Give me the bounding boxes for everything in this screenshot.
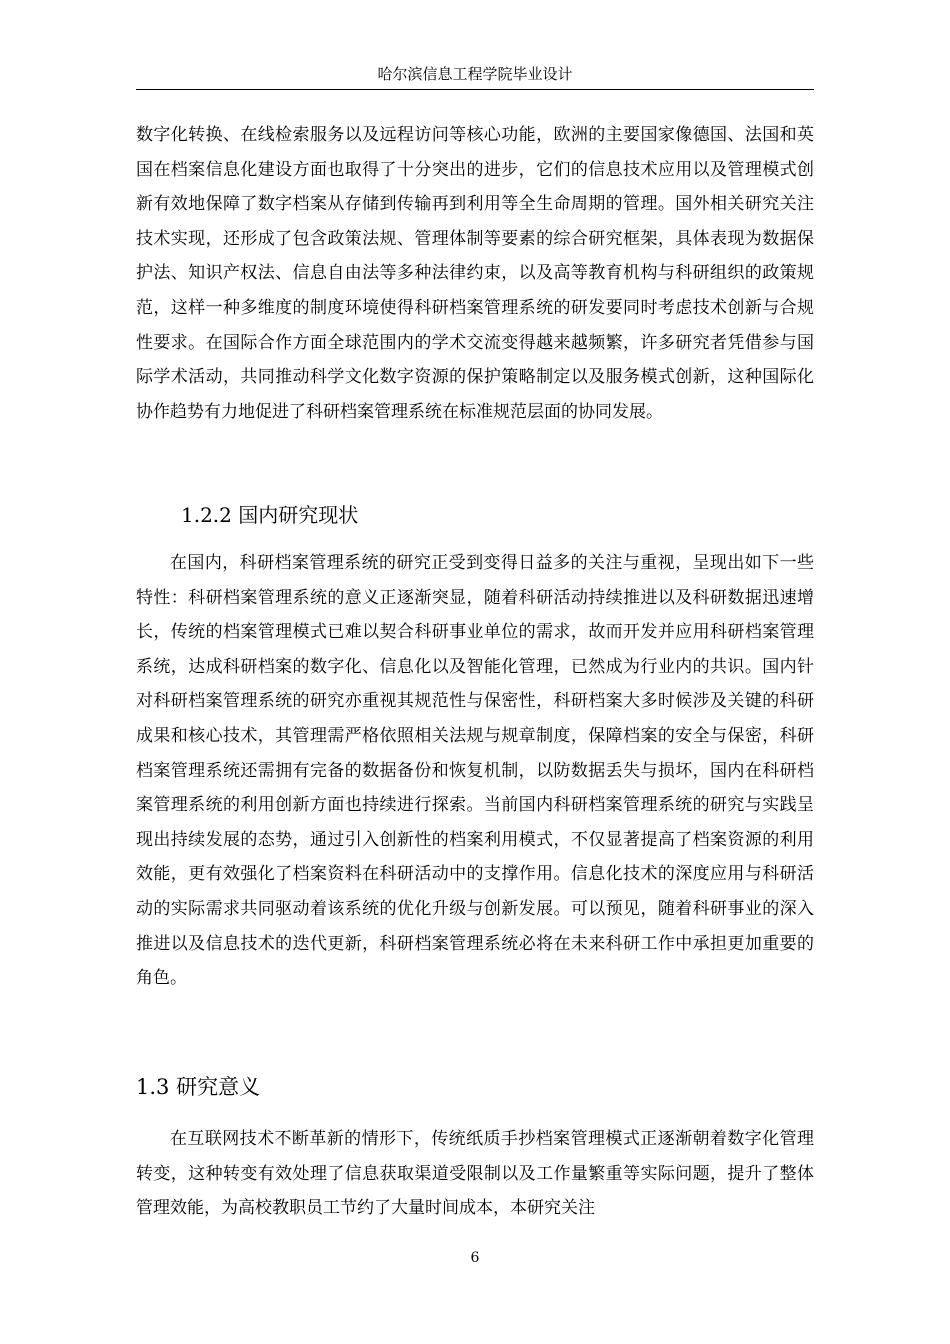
significance-paragraph: 在互联网技术不断革新的情形下，传统纸质手抄档案管理模式正逐渐朝着数字化管理转变，这种转变有效处理了信息获取渠道受限制以及工作量繁重等实际问题，提升了整体管理效能，为高校教职员工节约了大量时间成本，本研究关注 — [136, 1129, 814, 1219]
section-heading-1-2-2: 1.2.2 国内研究现状 — [181, 503, 359, 527]
page-number: 6 — [470, 1250, 480, 1266]
domestic-research-paragraph: 在国内，科研档案管理系统的研究正受到变得日益多的关注与重视，呈现出如下一些特性：科研档案管理系统的意义正逐渐突显，随着科研活动持续推进以及科研数据迅速增长，传统的档案管理模式已难以契合科研事业单位的需求，故而开发并应用科研档案管理系统，达成科研档案的数字化、信息化以及智能化管理，已然成为行业内的共识。国内针对科研档案管理系统的研究亦重视其规范性与保密性，科研档案大多时候涉及关键的科研成果和核心技术，其管理需严格依照相关法规与规章制度，保障档案的安全与保密，科研档案管理系统还需拥有完备的数据备份和恢复机制，以防数据丢失与损坏，国内在科研档案管理系统的利用创新方面也持续进行探索。当前国内科研档案管理系统的研究与实践呈现出持续发展的态势，通过引入创新性的档案利用模式，不仅显著提高了档案资源的利用效能，更有效强化了档案资料在科研活动中的支撑作用。信息化技术的深度应用与科研活动的实际需求共同驱动着该系统的优化升级与创新发展。可以预见，随着科研事业的深入推进以及信息技术的迭代更新，科研档案管理系统必将在未来科研工作中承担更加重要的角色。 — [136, 553, 814, 989]
page-header: 哈尔滨信息工程学院毕业设计 — [136, 60, 814, 90]
continuation-paragraph: 数字化转换、在线检索服务以及远程访问等核心功能，欧洲的主要国家像德国、法国和英国在档案信息化建设方面也取得了十分突出的进步，它们的信息技术应用以及管理模式创新有效地保障了数字档案从存储到传输再到利用等全生命周期的管理。国外相关研究关注技术实现，还形成了包含政策法规、管理体制等要素的综合研究框架，具体表现为数据保护法、知识产权法、信息自由法等多种法律约束，以及高等教育机构与科研组织的政策规范，这样一种多维度的制度环境使得科研档案管理系统的研发要同时考虑技术创新与合规性要求。在国际合作方面全球范围内的学术交流变得越来越频繁，许多研究者凭借参与国际学术活动，共同推动科学文化数字资源的保护策略制定以及服务模式创新，这种国际化协作趋势有力地促进了科研档案管理系统在标准规范层面的协同发展。 — [136, 125, 814, 422]
section-heading-1-3: 1.3 研究意义 — [136, 1075, 261, 1099]
